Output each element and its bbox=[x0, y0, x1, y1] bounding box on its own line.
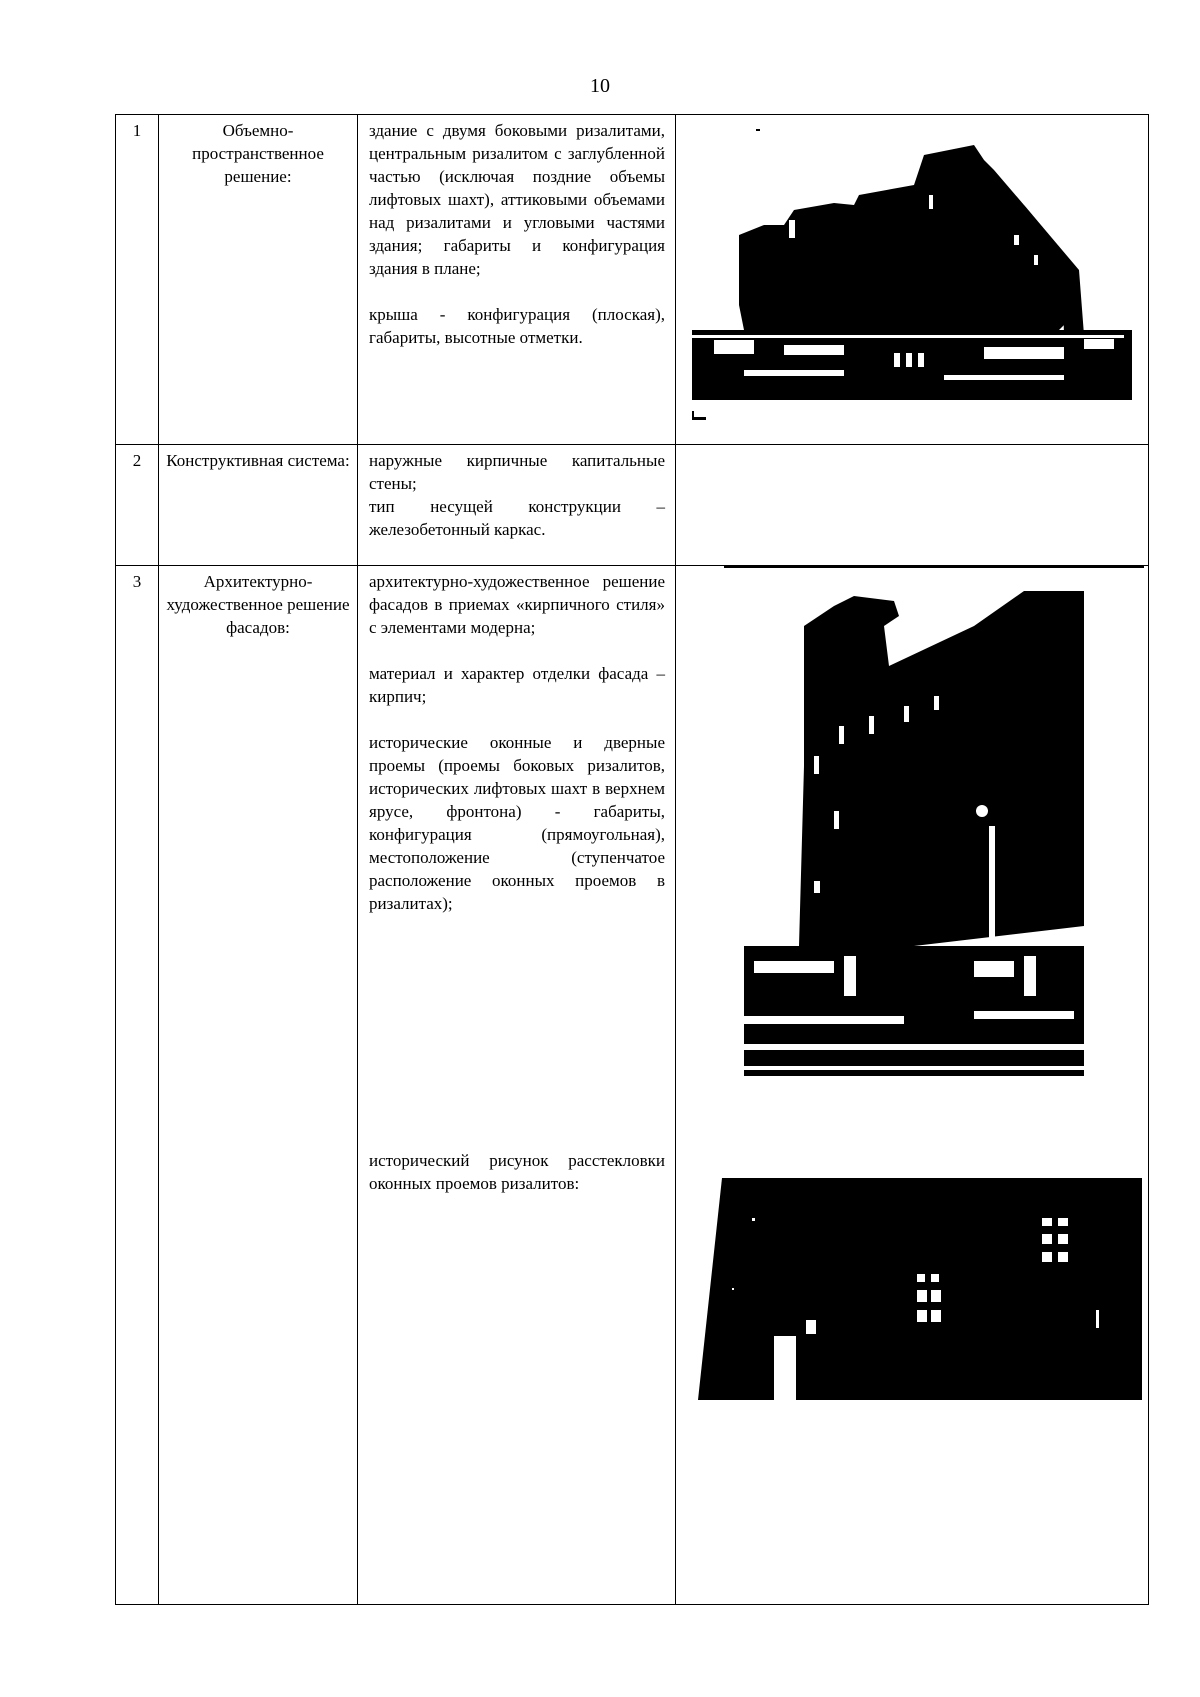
row-number: 2 bbox=[116, 445, 159, 566]
row-title: Архитектурно-художественное решение фасадов: bbox=[159, 566, 358, 1605]
description-paragraph: крыша - конфигурация (плоская), габариты, высотные отметки. bbox=[369, 305, 665, 347]
table-row bbox=[116, 445, 1149, 566]
characteristics-table bbox=[115, 114, 1149, 1605]
photo-cell bbox=[676, 115, 1149, 445]
description-paragraph: исторические оконные и дверные проемы (проемы боковых ризалитов, исторических лифтовых шахт в верхнем ярусе, фронтона) - габариты, конфигурация (прямоугольная), местоположение (ступенчатое расположение оконных проемов в ризалитах); bbox=[369, 733, 665, 913]
description-paragraph: тип несущей конструкции – железобетонный каркас. bbox=[369, 497, 665, 539]
row-description bbox=[358, 566, 676, 1605]
row-title: Объемно-пространственное решение: bbox=[159, 115, 358, 445]
table-row bbox=[116, 566, 1149, 1605]
row-title: Конструктивная система: bbox=[159, 445, 358, 566]
description-paragraph: материал и характер отделки фасада – кирпич; bbox=[369, 664, 665, 706]
window-glazing-photo bbox=[692, 1178, 1142, 1408]
row-description bbox=[358, 445, 676, 566]
row-number: 3 bbox=[116, 566, 159, 1605]
description-paragraph: архитектурно-художественное решение фасадов в приемах «кирпичного стиля» с элементами модерна; bbox=[369, 572, 665, 637]
row-number: 1 bbox=[116, 115, 159, 445]
description-paragraph: наружные кирпичные капитальные стены; bbox=[369, 451, 665, 493]
description-paragraph: здание с двумя боковыми ризалитами, центральным ризалитом с заглубленной частью (исключая поздние объемы лифтовых шахт), аттиковыми объемами над ризалитами и угловыми частями здания; габариты и конфигурация здания в плане; bbox=[369, 121, 665, 278]
building-photo-general-view bbox=[684, 125, 1144, 425]
page-number: 10 bbox=[590, 75, 610, 97]
photo-cell bbox=[676, 445, 1149, 566]
table-row bbox=[116, 115, 1149, 445]
photo-cell bbox=[676, 566, 1149, 1605]
description-paragraph: исторический рисунок расстекловки оконных проемов ризалитов: bbox=[369, 1151, 665, 1193]
row-description bbox=[358, 115, 676, 445]
building-photo-facade bbox=[724, 566, 1144, 1106]
